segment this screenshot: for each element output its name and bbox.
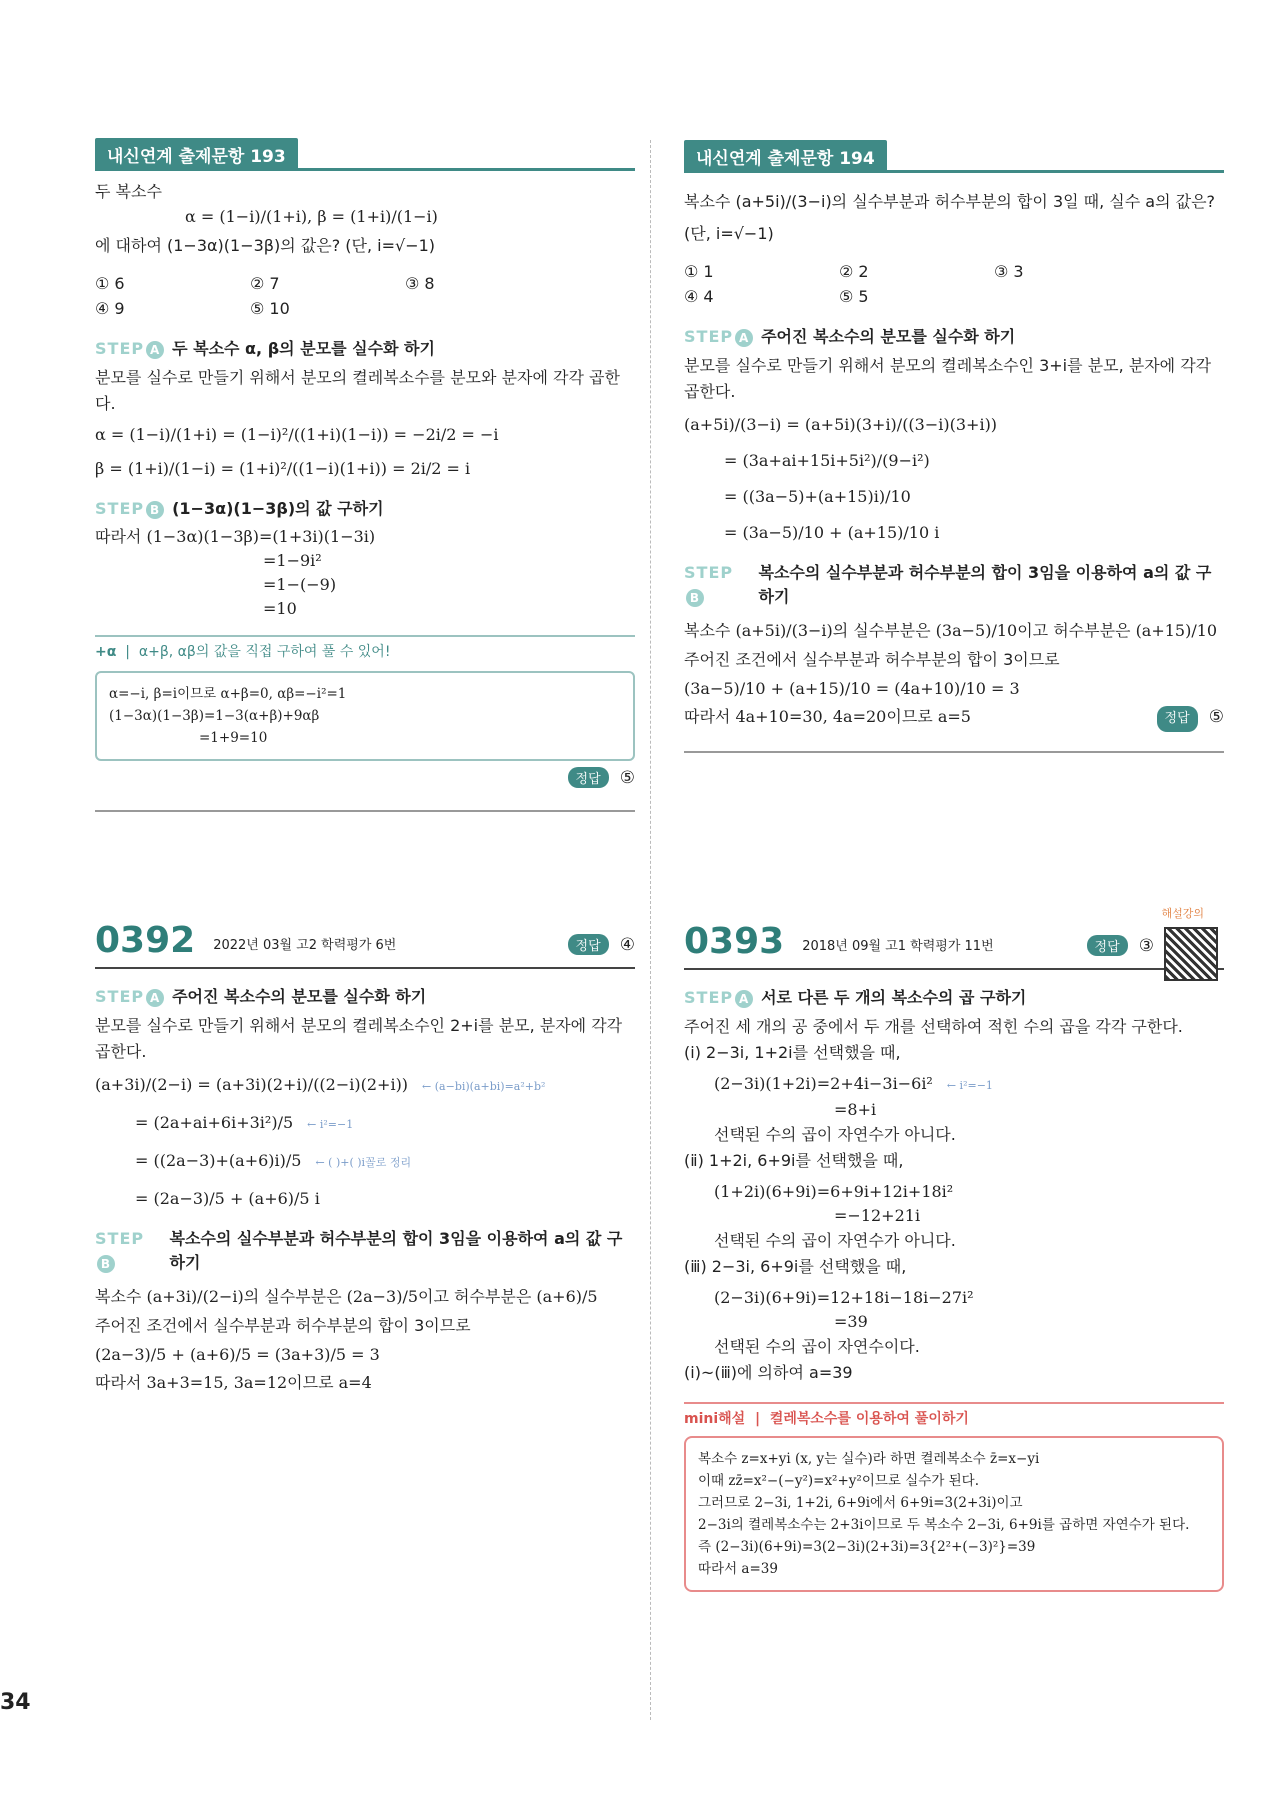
case-2-head: (ⅱ) 1+2i, 6+9i를 선택했을 때,: [684, 1151, 904, 1170]
mini-line-3: 그러므로 2−3i, 1+2i, 6+9i에서 6+9i=3(2+3i)이고: [698, 1495, 1023, 1511]
step-b-heading: [95, 497, 635, 521]
mini-line-2: 이때 zz̄=x²−(−y²)=x²+y²이므로 실수가 된다.: [698, 1473, 980, 1489]
step-b-line-1: 따라서 (1−3α)(1−3β)=(1+3i)(1−3i): [95, 527, 376, 546]
case-1-head: (ⅰ) 2−3i, 1+2i를 선택했을 때,: [684, 1043, 901, 1062]
answer-row: [1087, 935, 1154, 962]
case-3-conclusion: 선택된 수의 곱이 자연수이다.: [714, 1337, 920, 1356]
case-2-conclusion: 선택된 수의 곱이 자연수가 아니다.: [714, 1231, 956, 1250]
answer-value: ⑤: [619, 768, 635, 788]
final-conclusion: (ⅰ)~(ⅲ)에 의하여 a=39: [684, 1363, 853, 1382]
answer-badge: 정답: [1157, 706, 1198, 732]
choice-5[interactable]: ⑤ 10: [250, 299, 290, 318]
step-a-text: 분모를 실수로 만들기 위해서 분모의 켤레복소수를 분모와 분자에 각각 곱한다.: [95, 368, 620, 413]
step-a-line-1: (a+5i)/(3−i) = (a+5i)(3+i)/((3−i)(3+i)): [684, 415, 998, 434]
step-label: STEP A: [684, 325, 753, 349]
problem-question: 복소수 (a+5i)/(3−i)의 실수부분과 허수부분의 합이 3일 때, 실수 a의 값은?: [684, 192, 1216, 211]
problem-tag-bar: [95, 138, 635, 171]
step-a-heading: [684, 325, 1224, 349]
mini-line-5: 즉 (2−3i)(6+9i)=3(2−3i)(2+3i)=3{2²+(−3)²}=39: [698, 1539, 1036, 1555]
step-b-line-2: 주어진 조건에서 실수부분과 허수부분의 합이 3이므로: [684, 650, 1060, 669]
step-a-line-2: β = (1+i)/(1−i) = (1+i)²/((1−i)(1+i)) = 2i/2 = i: [95, 459, 471, 478]
answer-row: [95, 767, 635, 788]
answer-badge: 정답: [568, 934, 609, 955]
choice-2[interactable]: ② 7: [250, 274, 280, 293]
step-b-line-3: (3a−5)/10 + (a+15)/10 = (4a+10)/10 = 3: [684, 679, 1020, 698]
step-a-heading: [95, 337, 635, 361]
step-b-title: 복소수의 실수부분과 허수부분의 합이 3임을 이용하여 a의 값 구하기: [758, 563, 1212, 606]
problem-number: 0393: [684, 921, 785, 962]
case-3-head: (ⅲ) 2−3i, 6+9i를 선택했을 때,: [684, 1257, 907, 1276]
step-a-title: 주어진 복소수의 분모를 실수화 하기: [761, 327, 1016, 346]
step-a-line-2: = (2a+ai+6i+3i²)/5 ← i²=−1: [135, 1113, 354, 1132]
plus-alpha-title: α+β, αβ의 값을 직접 구하여 풀 수 있어!: [138, 644, 391, 660]
choice-list: [95, 271, 635, 321]
section-separator: [95, 810, 635, 812]
choice-3[interactable]: ③ 8: [405, 274, 435, 293]
mini-title: 켤레복소수를 이용하여 풀이하기: [769, 1411, 969, 1427]
mini-label: mini해설: [684, 1411, 746, 1427]
choice-1[interactable]: ① 6: [95, 274, 125, 293]
step-b-line-2: =1−9i²: [263, 551, 322, 570]
step-a-line-1: α = (1−i)/(1+i) = (1−i)²/((1+i)(1−i)) = −2i/2 = −i: [95, 425, 499, 444]
problem-194: [684, 140, 1224, 753]
case-2-eq2: =−12+21i: [834, 1206, 921, 1225]
mini-solution-heading: mini해설 | 켤레복소수를 이용하여 풀이하기: [684, 1402, 1224, 1428]
step-a-title: 주어진 복소수의 분모를 실수화 하기: [172, 987, 427, 1006]
step-b-line-4: 따라서 3a+3=15, 3a=12이므로 a=4: [95, 1373, 372, 1392]
problem-intro: 두 복소수: [95, 182, 162, 201]
step-b-line-1: 복소수 (a+3i)/(2−i)의 실수부분은 (2a−3)/5이고 허수부분은 (a+6)/5: [95, 1287, 598, 1306]
plus-line-3: =1+9=10: [199, 730, 268, 746]
choice-4[interactable]: ④ 4: [684, 287, 714, 306]
step-b-title: 복소수의 실수부분과 허수부분의 합이 3임을 이용하여 a의 값 구하기: [169, 1229, 623, 1272]
mini-line-6: 따라서 a=39: [698, 1561, 778, 1577]
step-b-line-4: =10: [263, 599, 297, 618]
mini-solution-box: [684, 1436, 1224, 1592]
answer-row: [1157, 705, 1224, 732]
problem-definition: α = (1−i)/(1+i), β = (1+i)/(1−i): [185, 207, 438, 226]
problem-0393: [684, 905, 1224, 1592]
plus-alpha-heading: +α | α+β, αβ의 값을 직접 구하여 풀 수 있어!: [95, 635, 635, 661]
problem-number: 0392: [95, 920, 196, 961]
answer-badge: 정답: [1087, 935, 1128, 956]
step-a-line-3: = ((2a−3)+(a+6)i)/5 ← ( )+( )i꼴로 정리: [135, 1151, 412, 1170]
page-number: 34: [0, 1690, 31, 1715]
case-1-conclusion: 선택된 수의 곱이 자연수가 아니다.: [714, 1125, 956, 1144]
case-2-eq1: (1+2i)(6+9i)=6+9i+12i+18i²: [714, 1182, 954, 1201]
problem-193: [95, 138, 635, 812]
case-1-eq2: =8+i: [834, 1100, 877, 1119]
step-b-title: (1−3α)(1−3β)의 값 구하기: [172, 499, 384, 518]
plus-line-1: α=−i, β=i이므로 α+β=0, αβ=−i²=1: [109, 686, 347, 702]
step-b-line-2: 주어진 조건에서 실수부분과 허수부분의 합이 3이므로: [95, 1316, 471, 1335]
step-a-line-2: = (3a+ai+15i+5i²)/(9−i²): [724, 451, 930, 470]
plus-alpha-box: [95, 671, 635, 761]
step-a-line-3: = ((3a−5)+(a+15)i)/10: [724, 487, 911, 506]
annotation-note: ← i²=−1: [307, 1118, 354, 1131]
answer-value: ③: [1138, 936, 1154, 956]
problem-question: 에 대하여 (1−3α)(1−3β)의 값은? (단, i=√−1): [95, 236, 436, 255]
step-a-text: 분모를 실수로 만들기 위해서 분모의 켤레복소수인 2+i를 분모, 분자에 각각 곱한다.: [95, 1016, 623, 1061]
step-b-line-1: 복소수 (a+5i)/(3−i)의 실수부분은 (3a−5)/10이고 허수부분은 (a+15)/10: [684, 621, 1218, 640]
qr-code-icon[interactable]: [1164, 927, 1218, 981]
case-3-eq1: (2−3i)(6+9i)=12+18i−18i−27i²: [714, 1288, 974, 1307]
problem-source: 2018년 09월 고1 학력평가 11번: [802, 939, 994, 954]
problem-source: 2022년 03월 고2 학력평가 6번: [213, 938, 397, 953]
answer-row: [568, 934, 635, 961]
case-3-eq2: =39: [834, 1312, 868, 1331]
step-a-line-4: = (2a−3)/5 + (a+6)/5 i: [135, 1189, 320, 1208]
step-label: STEPB: [684, 563, 734, 605]
step-a-heading: [684, 986, 1224, 1010]
case-1-eq1: (2−3i)(1+2i)=2+4i−3i−6i² ← i²=−1: [714, 1074, 993, 1093]
step-label: STEP A: [684, 986, 753, 1010]
section-separator: [684, 751, 1224, 753]
step-a-title: 서로 다른 두 개의 복소수의 곱 구하기: [761, 988, 1027, 1007]
choice-2[interactable]: ② 2: [839, 262, 869, 281]
step-b-line-3: =1−(−9): [263, 575, 337, 594]
choice-5[interactable]: ⑤ 5: [839, 287, 869, 306]
step-b-heading: [684, 561, 1224, 609]
choice-1[interactable]: ① 1: [684, 262, 714, 281]
mini-line-1: 복소수 z=x+yi (x, y는 실수)라 하면 켤레복소수 z̄=x−yi: [698, 1451, 1040, 1467]
problem-tag-bar: [684, 140, 1224, 173]
step-label: STEP A: [95, 985, 164, 1009]
annotation-note: ← ( )+( )i꼴로 정리: [315, 1156, 412, 1169]
lecture-label: 해설강의: [1161, 907, 1204, 920]
answer-value: ④: [619, 935, 635, 955]
problem-header: [684, 921, 1224, 970]
step-a-heading: [95, 985, 635, 1009]
step-a-text: 분모를 실수로 만들기 위해서 분모의 켤레복소수인 3+i를 분모, 분자에 각각 곱한다.: [684, 356, 1212, 401]
step-b-line-3: (2a−3)/5 + (a+6)/5 = (3a+3)/5 = 3: [95, 1345, 380, 1364]
annotation-note: ← (a−bi)(a+bi)=a²+b²: [422, 1080, 546, 1093]
step-a-line-1: (a+3i)/(2−i) = (a+3i)(2+i)/((2−i)(2+i)) ← (a−bi)(a+bi)=a²+b²: [95, 1075, 546, 1094]
step-a-title: 두 복소수 α, β의 분모를 실수화 하기: [172, 339, 435, 358]
step-label: STEP A: [95, 337, 164, 361]
answer-value: ⑤: [1208, 707, 1224, 727]
problem-tag: 내신연계 출제문항 194: [684, 140, 887, 173]
choice-4[interactable]: ④ 9: [95, 299, 125, 318]
step-a-text: 주어진 세 개의 공 중에서 두 개를 선택하여 적힌 수의 곱을 각각 구한다.: [684, 1017, 1183, 1036]
step-label: STEPB: [95, 1229, 145, 1271]
column-divider: [650, 140, 651, 1720]
problem-header: [95, 920, 635, 969]
problem-condition: (단, i=√−1): [684, 224, 774, 243]
choice-list: [684, 259, 1224, 309]
choice-3[interactable]: ③ 3: [994, 262, 1024, 281]
annotation-note: ← i²=−1: [946, 1079, 993, 1092]
mini-line-4: 2−3i의 켤레복소수는 2+3i이므로 두 복소수 2−3i, 6+9i를 곱하면 자연수가 된다.: [698, 1517, 1190, 1533]
step-b-heading: [95, 1227, 635, 1275]
answer-badge: 정답: [568, 767, 609, 788]
problem-0392: [95, 920, 635, 1395]
plus-line-2: (1−3α)(1−3β)=1−3(α+β)+9αβ: [109, 708, 320, 724]
step-b-line-4: 따라서 4a+10=30, 4a=20이므로 a=5 정답 ⑤: [684, 705, 1224, 729]
step-a-line-4: = (3a−5)/10 + (a+15)/10 i: [724, 523, 940, 542]
step-label: STEP B: [95, 497, 164, 521]
problem-tag: 내신연계 출제문항 193: [95, 138, 298, 171]
